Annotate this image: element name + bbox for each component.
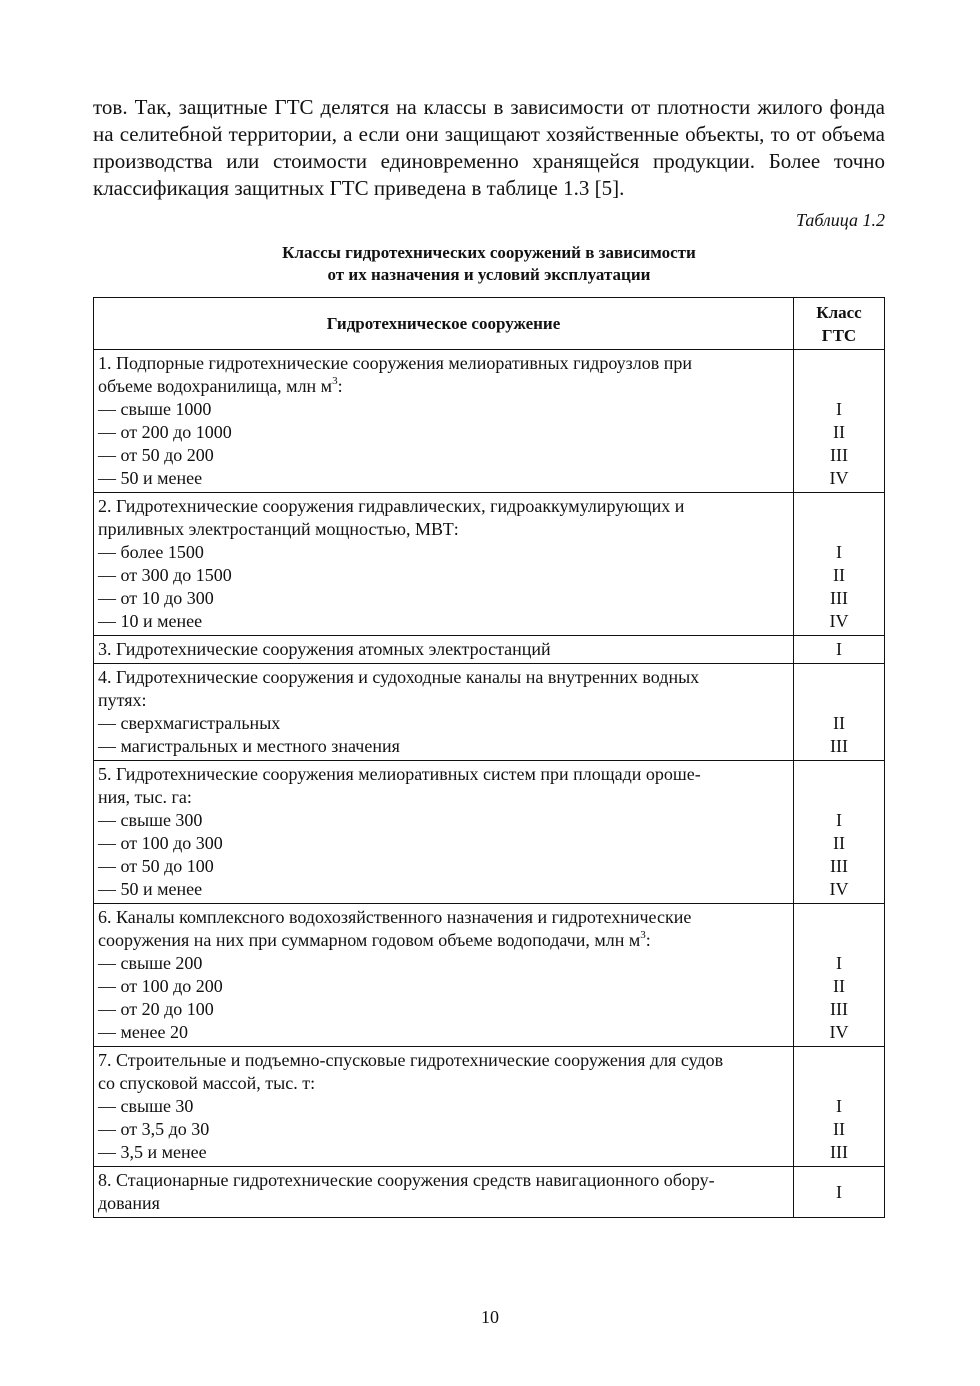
row-description-cell: [94, 636, 794, 664]
row-item-label: — 10 и менее: [98, 611, 203, 631]
row-title-line: [98, 1192, 789, 1215]
unit-superscript: 3: [640, 929, 646, 941]
row-item-class: IV: [829, 879, 849, 899]
row-item-label: — свыше 200: [98, 953, 203, 973]
row-title-suffix: :: [337, 376, 343, 396]
table-body: [94, 350, 885, 1218]
row-title-line: [98, 375, 789, 398]
table-row: [94, 761, 885, 904]
row-item-label: — свыше 1000: [98, 399, 212, 419]
row-item-class: IV: [829, 1022, 849, 1042]
row-title-line: [98, 689, 789, 712]
row-title-text: путях:: [98, 690, 147, 710]
row-title-text: приливных электростанций мощностью, МВТ:: [98, 519, 459, 539]
row-description-cell: [94, 493, 794, 636]
header-class: [794, 298, 885, 350]
row-title-text: 5. Гидротехнические сооружения мелиоративных систем при площади ороше-: [98, 764, 701, 784]
table-title: [93, 242, 885, 286]
table-row: [94, 1047, 885, 1167]
row-item-label: — от 20 до 100: [98, 999, 214, 1019]
row-title-line: [98, 906, 789, 929]
row-item-class: II: [833, 833, 845, 853]
row-item-class: III: [830, 445, 848, 465]
row-title-suffix: :: [645, 930, 651, 950]
row-title-line: [98, 1169, 789, 1192]
row-title-line: [98, 518, 789, 541]
row-description-cell: [94, 1047, 794, 1167]
row-item-class: I: [836, 542, 842, 562]
row-title-line: [98, 495, 789, 518]
row-class-cell: [794, 664, 885, 761]
row-item-class: I: [836, 953, 842, 973]
row-title-line: [98, 786, 789, 809]
row-item-label: — 3,5 и менее: [98, 1142, 207, 1162]
row-class-cell: [794, 636, 885, 664]
row-item-class: I: [836, 810, 842, 830]
intro-paragraph: тов. Так, защитные ГТС делятся на классы в зависимости от плотности жилого фонда на селитебной территории, а если они защищают хозяйственные объекты, то от объема производства или стоимости единовременно хранящейся продукции. Более точно классификация защитных ГТС приведена в таблице 1.3 [5].: [93, 95, 885, 200]
table-row: [94, 904, 885, 1047]
row-title-text: 6. Каналы комплексного водохозяйственного назначения и гидротехнические: [98, 907, 692, 927]
row-title-text: 3. Гидротехнические сооружения атомных электростанций: [98, 639, 551, 659]
row-item-label: — от 300 до 1500: [98, 565, 232, 585]
row-description-cell: [94, 761, 794, 904]
row-title-text: 4. Гидротехнические сооружения и судоходные каналы на внутренних водных: [98, 667, 700, 687]
unit-superscript: 3: [332, 375, 338, 387]
row-item-class: IV: [829, 611, 849, 631]
row-class-cell: [794, 493, 885, 636]
row-title-line: [98, 638, 789, 661]
row-item-class: II: [833, 422, 845, 442]
row-item-label: — от 3,5 до 30: [98, 1119, 210, 1139]
row-item-label: — сверхмагистральных: [98, 713, 281, 733]
row-description-cell: [94, 904, 794, 1047]
table-title-line-1: Классы гидротехнических сооружений в зависимости: [282, 243, 696, 262]
row-item-label: — свыше 30: [98, 1096, 194, 1116]
header-structure: Гидротехническое сооружение: [94, 298, 794, 350]
table-caption: Таблица 1.2: [795, 210, 885, 230]
table-title-line-2: от их назначения и условий эксплуатации: [327, 265, 651, 284]
row-title-text: 7. Строительные и подъемно-спусковые гидротехнические сооружения для судов: [98, 1050, 724, 1070]
row-title-line: [98, 352, 789, 375]
row-title-text: со спусковой массой, тыс. т:: [98, 1073, 316, 1093]
row-item-class: II: [833, 713, 845, 733]
row-item-label: — от 50 до 100: [98, 856, 214, 876]
row-item-label: — от 10 до 300: [98, 588, 214, 608]
row-single-class: I: [836, 1181, 842, 1202]
row-item-class: II: [833, 1119, 845, 1139]
row-item-label: — от 200 до 1000: [98, 422, 232, 442]
row-item-class: I: [836, 1096, 842, 1116]
row-item-label: — магистральных и местного значения: [98, 736, 400, 756]
row-title-text: ния, тыс. га:: [98, 787, 192, 807]
class-spacer: [796, 689, 882, 712]
table-row: [94, 1167, 885, 1218]
row-single-class: I: [836, 639, 842, 659]
row-item-label: — более 1500: [98, 542, 204, 562]
row-title-line: [98, 763, 789, 786]
row-item-class: III: [830, 856, 848, 876]
row-title-text: 2. Гидротехнические сооружения гидравлических, гидроаккумулирующих и: [98, 496, 685, 516]
row-title-line: [98, 666, 789, 689]
row-item-class: IV: [829, 468, 849, 488]
row-item-class: III: [830, 1142, 848, 1162]
row-item-class: III: [830, 736, 848, 756]
row-item-label: — от 100 до 300: [98, 833, 223, 853]
row-title-text: 8. Стационарные гидротехнические сооружения средств навигационного обору-: [98, 1170, 715, 1190]
row-item-label: — от 50 до 200: [98, 445, 214, 465]
row-title-text: сооружения на них при суммарном годовом объеме водоподачи, млн м: [98, 930, 641, 950]
row-title-text: дования: [98, 1193, 160, 1213]
class-spacer: [796, 1049, 882, 1072]
table-row: [94, 493, 885, 636]
row-title-text: 1. Подпорные гидротехнические сооружения мелиоративных гидроузлов при: [98, 353, 692, 373]
class-spacer: [796, 518, 882, 541]
header-class-line-2: ГТС: [821, 325, 857, 345]
row-item-label: — свыше 300: [98, 810, 203, 830]
class-spacer: [796, 375, 882, 398]
class-spacer: [796, 495, 882, 518]
class-spacer: [796, 906, 882, 929]
row-item-label: — от 100 до 200: [98, 976, 223, 996]
row-class-cell: [794, 1167, 885, 1218]
row-item-class: III: [830, 999, 848, 1019]
row-class-cell: [794, 350, 885, 493]
class-spacer: [796, 763, 882, 786]
gts-classes-table: [93, 297, 885, 1218]
row-class-cell: [794, 1047, 885, 1167]
row-item-label: — 50 и менее: [98, 468, 203, 488]
class-spacer: [796, 786, 882, 809]
page-number: 10: [481, 1307, 499, 1327]
row-item-class: II: [833, 976, 845, 996]
table-row: [94, 636, 885, 664]
header-class-line-1: Класс: [816, 302, 862, 322]
row-item-class: II: [833, 565, 845, 585]
row-item-class: III: [830, 588, 848, 608]
row-title-line: [98, 929, 789, 952]
row-title-text: объеме водохранилища, млн м: [98, 376, 333, 396]
row-description-cell: [94, 1167, 794, 1218]
row-class-cell: [794, 904, 885, 1047]
row-item-class: I: [836, 399, 842, 419]
class-spacer: [796, 929, 882, 952]
row-item-label: — менее 20: [98, 1022, 188, 1042]
table-header-row: [94, 298, 885, 350]
row-description-cell: [94, 350, 794, 493]
table-row: [94, 664, 885, 761]
table-row: [94, 350, 885, 493]
class-spacer: [796, 666, 882, 689]
row-description-cell: [94, 664, 794, 761]
class-spacer: [796, 1072, 882, 1095]
row-title-line: [98, 1072, 789, 1095]
row-class-cell: [794, 761, 885, 904]
row-title-line: [98, 1049, 789, 1072]
class-spacer: [796, 352, 882, 375]
row-item-label: — 50 и менее: [98, 879, 203, 899]
